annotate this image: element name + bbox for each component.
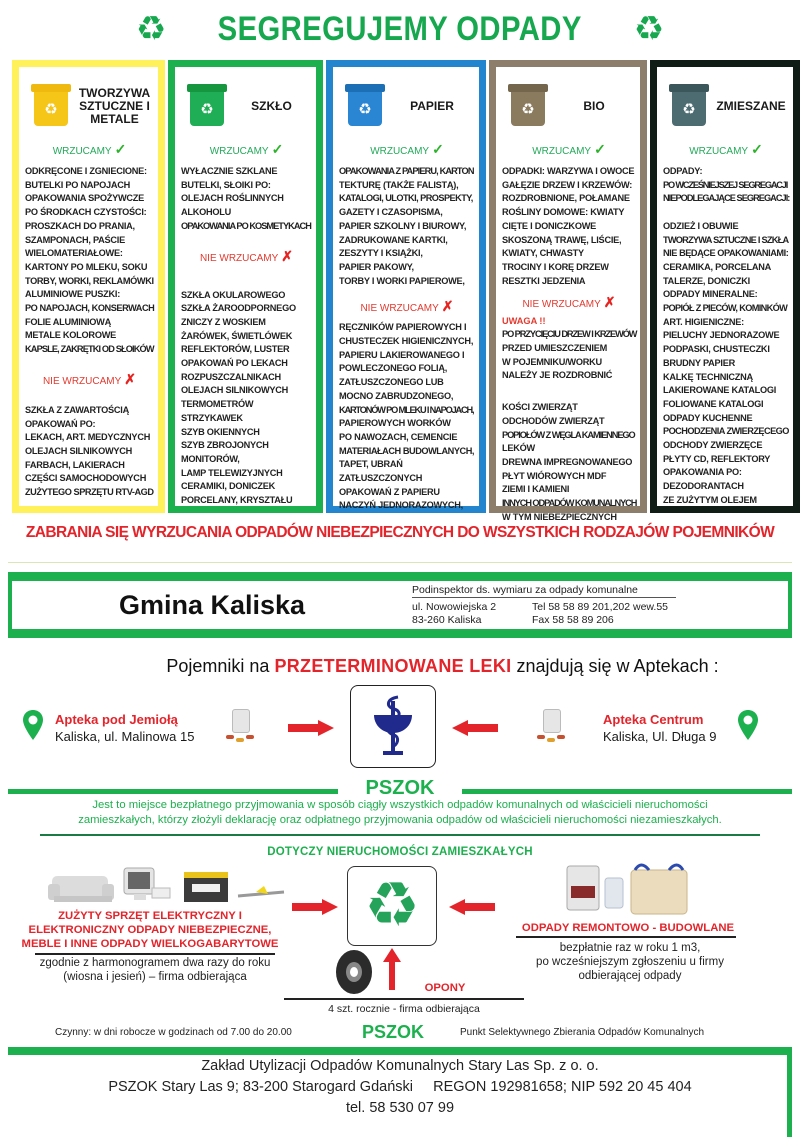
list-item: CIĘTE I DONICZKOWE — [502, 220, 597, 231]
divider — [516, 936, 736, 938]
bag-icon — [605, 878, 623, 908]
list-item: TORBY, WORKI, REKLAMÓWKI — [25, 275, 154, 286]
list-item: POPIÓŁ Z PIECÓW, KOMINKÓW — [663, 303, 788, 314]
list-item: PAPIER SZKOLNY I BIUROWY, — [339, 220, 467, 231]
list-item: KWIATY, CHWASTY — [502, 248, 584, 259]
list-item: ROZPUSZCZALNIKACH — [181, 371, 281, 382]
blue-bin-icon: ♻ — [345, 84, 385, 128]
divider — [8, 562, 792, 563]
list-item: TORBY I WORKI PAPIEROWE, — [339, 275, 465, 286]
list-item: FOLIOWANE KATALOGI — [663, 398, 764, 409]
cross-icon: ✗ — [124, 370, 137, 387]
warning-list — [502, 328, 636, 383]
check-icon: ✓ — [114, 141, 127, 157]
list-item: STRZYKAWEK — [181, 412, 243, 423]
check-icon: ✓ — [432, 141, 444, 157]
list-item: GAŁĘZIE DRZEW I KRZEWÓW: — [502, 179, 633, 190]
list-item: NIE BĘDĄCE OPAKOWANIAMI: — [663, 248, 789, 259]
check-icon: ✓ — [271, 141, 284, 157]
column-bio — [489, 60, 647, 522]
list-item: CERAMIKA, PORCELANA — [663, 261, 772, 272]
list-item: KAPSLE, ZAKRĘTKI OD SŁOIKÓW — [25, 344, 154, 355]
rejected-list — [502, 401, 636, 524]
list-item: SZKŁA ŻAROODPORNEGO — [181, 303, 296, 314]
list-item: ZUŻYTEGO SPRZĘTU RTV-AGD — [25, 487, 154, 498]
list-item: W TYM NIEBEZPIECZNYCH — [502, 511, 617, 522]
list-item: OPAKOWANIA SPOŻYWCZE — [25, 193, 145, 204]
list-item: ODPADKI: WARZYWA I OWOCE — [502, 166, 635, 176]
list-item: ZADRUKOWANE KARTKI, — [339, 234, 448, 245]
list-item: ZE ZUŻYTYM OLEJEM — [663, 494, 757, 505]
pharmacy-symbol-box — [350, 685, 436, 768]
accepted-label — [181, 141, 312, 160]
arrow-right-icon — [292, 899, 338, 915]
rejected-label — [25, 371, 154, 390]
rejected-label-text: NIE WRZUCAMY — [42, 375, 122, 387]
accepted-list — [502, 165, 636, 288]
accepted-list — [663, 165, 789, 508]
pharmacy-address: Kaliska, Ul. Długa 9 — [603, 729, 717, 744]
list-item: NIEPODLEGAJĄCE SEGREGACJI: — [663, 193, 790, 204]
list-item: KATALOGI, ULOTKI, PROSPEKTY, — [339, 193, 473, 204]
list-item: ŻARÓWEK, ŚWIETLÓWEK — [181, 330, 293, 341]
list-item: WYŁACZNIE SZKLANE — [181, 166, 278, 176]
bowl-of-hygieia-icon — [368, 693, 418, 761]
list-item: ODPADY: — [663, 166, 703, 176]
list-item: PO PRZYCIĘCIU DRZEW I KRZEWÓW — [502, 329, 637, 340]
medicines-heading — [0, 656, 800, 677]
pharmacy-address: Kaliska, ul. Malinowa 15 — [55, 729, 195, 744]
medicine-bottle-icon — [533, 707, 571, 745]
list-item: GAZETY I CZASOPISMA, — [339, 207, 443, 218]
list-item: RĘCZNIKÓW PAPIEROWYCH I — [339, 322, 467, 333]
list-item: OPAKOWANIA Z PAPIERU, KARTON — [339, 166, 474, 176]
accepted-label-text: WRZUCAMY — [209, 146, 269, 157]
address-text: PSZOK Stary Las 9; 83-200 Starogard Gdański — [108, 1079, 413, 1095]
list-item: BUTELKI, SŁOIKI PO: — [181, 179, 271, 190]
contact-city: 83-260 Kaliska — [412, 614, 482, 626]
pszok-description — [10, 798, 790, 828]
battery-icon — [184, 872, 228, 902]
list-item: ODKRĘCONE I ZGNIECIONE: — [25, 166, 147, 176]
list-item: ALKOHOLU — [181, 207, 232, 218]
list-item: MOCNO ZABRUDZONEGO, — [339, 390, 454, 401]
divider — [462, 789, 792, 794]
list-item: PODPASKI, CHUSTECZKI — [663, 344, 770, 355]
list-item: PORCELANY, KRYSZTAŁU — [181, 495, 293, 506]
rejected-label-text: NIE WRZUCAMY — [199, 252, 279, 264]
rejected-list — [339, 321, 475, 513]
map-pin-icon — [22, 709, 44, 741]
list-item: METALE KOLOROWE — [25, 330, 117, 341]
check-icon: ✓ — [751, 141, 763, 157]
bulky-waste-images — [48, 864, 288, 913]
note-line: (wiosna i jesień) – firma odbierająca — [63, 971, 247, 983]
accepted-list — [25, 165, 154, 357]
list-item: RESZTKI JEDZENIA — [502, 275, 586, 286]
tires-note: 4 szt. rocznie - firma odbierająca — [328, 1003, 480, 1015]
list-item: POWLECZONEGO FOLIĄ, — [339, 363, 448, 374]
recycle-icon: ♻ — [135, 10, 167, 48]
list-item: ODCHODÓW ZWIERZĄT — [502, 415, 605, 426]
accepted-label-text: WRZUCAMY — [532, 146, 592, 157]
rejected-list — [181, 289, 312, 508]
list-item: ROZDROBNIONE, POŁAMANE — [502, 193, 630, 204]
big-bag-icon — [631, 865, 687, 914]
rejected-label — [502, 294, 636, 313]
rejected-label-text: NIE WRZUCAMY — [522, 299, 601, 311]
list-item: KALKĘ TECHNICZNĄ — [663, 371, 753, 382]
pszok-acronym: PSZOK — [362, 1022, 425, 1042]
rejected-label — [339, 298, 475, 317]
municipality-name: Gmina Kaliska — [118, 589, 306, 620]
construction-waste-title: ODPADY REMONTOWO - BUDOWLANE — [521, 922, 735, 934]
list-item: PO NAWOZACH, CEMENCIE — [339, 431, 458, 442]
bulky-waste-note — [20, 956, 290, 984]
medicines-heading-suffix: znajdują się w Aptekach : — [516, 656, 719, 676]
accepted-label-text: WRZUCAMY — [370, 146, 430, 157]
list-item: PO ŚRODKACH CZYSTOŚCI: — [25, 207, 147, 218]
cross-icon: ✗ — [441, 298, 454, 315]
page-title: SEGREGUJEMY ODPADY — [217, 9, 583, 48]
list-item: REFLEKTORÓW, LUSTER — [181, 344, 290, 355]
list-item: ZNICZY Z WOSKIEM — [181, 316, 266, 327]
construction-waste-note — [500, 941, 760, 983]
list-item: ODPADY MINERALNE: — [663, 289, 758, 300]
map-pin-icon — [737, 709, 759, 741]
list-item: PO NAPOJACH, KONSERWACH — [25, 303, 155, 314]
list-item: SZYB OKIENNYCH — [181, 426, 260, 437]
divider — [8, 789, 338, 794]
pharmacy-left — [55, 711, 194, 745]
column-paper — [326, 60, 486, 513]
rejected-label — [181, 248, 312, 267]
tires-title: OPONY — [424, 982, 466, 994]
opening-hours: Czynny: w dni robocze w godzinach od 7.00 do 20.00 — [55, 1027, 292, 1038]
list-item: TEKTURĘ (TAKŻE FALISTĄ), — [339, 179, 459, 190]
list-item: LEKÓW — [502, 443, 535, 454]
recycle-symbol-box — [347, 866, 437, 946]
list-item: SZKŁA OKULAROWEGO — [181, 289, 286, 300]
pharmacy-name: Apteka pod Jemiołą — [55, 712, 178, 727]
list-item: POPIOŁÓW Z WĘGLA KAMIENNEGO — [502, 429, 635, 440]
accepted-label — [502, 141, 636, 160]
warning-label: UWAGA !! — [502, 316, 546, 327]
list-item: OPAKOWANIA PO: — [663, 467, 742, 478]
waste-columns — [12, 60, 800, 522]
divider — [284, 998, 524, 1000]
arrow-up-icon — [383, 948, 401, 990]
accepted-list — [339, 165, 475, 288]
contact-role: Podinspektor ds. wymiaru za odpady komunalne — [412, 584, 676, 598]
note-line: po wcześniejszym zgłoszeniu u firmy — [536, 956, 724, 968]
list-item: FOLIE ALUMINIOWĄ — [25, 316, 111, 327]
rejected-list — [25, 404, 154, 500]
column-glass — [168, 60, 323, 513]
note-line: bezpłatnie raz w roku 1 m3, — [559, 942, 701, 954]
contact-phone: Tel 58 58 89 201,202 wew.55 — [532, 601, 669, 613]
list-item: CZĘŚCI SAMOCHODOWYCH — [25, 473, 147, 484]
company-ids: REGON 192981658; NIP 592 20 45 404 — [433, 1079, 692, 1095]
company-name: Zakład Utylizacji Odpadów Komunalnych Stary Las Sp. z o. o. — [201, 1058, 599, 1074]
page-header — [0, 6, 800, 52]
monitor-icon — [124, 868, 170, 900]
list-item: POCHODZENIA ZWIERZĘCEGO — [663, 426, 789, 437]
list-item: SZAMPONACH, PAŚCIE — [25, 234, 125, 245]
recycle-icon: ♻ — [633, 10, 665, 48]
list-item: WIELOMATERIAŁOWE: — [25, 248, 123, 259]
list-item: OPAKOWANIA PO KOSMETYKACH — [181, 220, 311, 231]
divider — [35, 953, 275, 955]
list-item: TALERZE, DONICZKI — [663, 275, 750, 286]
contact-fax: Fax 58 58 89 206 — [532, 614, 614, 626]
list-item: SZKŁA Z ZAWARTOŚCIĄ — [25, 404, 129, 415]
contact-street: ul. Nowowiejska 2 — [412, 601, 497, 613]
list-item: ZATŁUSZCZONEGO LUB — [339, 377, 444, 388]
list-item: ALUMINIOWE PUSZKI: — [25, 289, 121, 300]
list-item: OLEJACH SILNIKOWYCH — [25, 445, 133, 456]
accepted-label — [663, 141, 789, 160]
list-item: KARTONY PO MLEKU, SOKU — [25, 261, 148, 272]
list-item: TROCINY I KORĘ DRZEW — [502, 261, 609, 272]
gray-bin-icon: ♻ — [669, 84, 709, 128]
column-mixed — [650, 60, 800, 513]
list-item: ODCHODY ZWIERZĘCE — [663, 440, 763, 451]
yellow-bin-icon: ♻ — [31, 84, 71, 128]
sofa-icon — [48, 876, 114, 902]
company-address — [0, 1077, 800, 1098]
list-item: TAPET, UBRAŃ — [339, 459, 403, 470]
list-item: PO WCZEŚNIEJSZEJ SEGREGACJI — [663, 179, 788, 190]
cross-icon: ✗ — [603, 294, 616, 311]
divider — [40, 834, 760, 836]
column-title: SZKŁO — [251, 98, 292, 113]
list-item: PAPIEROWYCH WORKÓW — [339, 418, 451, 429]
accepted-label-text: WRZUCAMY — [52, 146, 112, 157]
column-title: BIO — [583, 98, 605, 113]
check-icon: ✓ — [594, 141, 606, 157]
list-item: NALEŻY JE ROZDROBNIĆ — [502, 370, 613, 381]
list-item: CHUSTECZEK HIGIENICZNYCH, — [339, 336, 474, 347]
column-title: PAPIER — [410, 98, 454, 113]
list-item: OPAKOWAŃ PO LEKACH — [181, 358, 288, 369]
list-item: ART. HIGIENICZNE: — [663, 316, 744, 327]
rejected-label-text: NIE WRZUCAMY — [360, 303, 439, 315]
list-item: LEKACH, ART. MEDYCZNYCH — [25, 432, 151, 443]
list-item: OPAKOWAŃ Z PAPIERU — [339, 486, 440, 497]
list-item: MONITORÓW, — [181, 453, 240, 464]
list-item: SZYB ZBROJONYCH — [181, 440, 269, 451]
pharmacy-name: Apteka Centrum — [603, 712, 704, 727]
construction-waste-images — [565, 860, 695, 923]
pszok-description-line: Jest to miejsce bezpłatnego przyjmowania w sposób ciągły wszystkich odpadów komunalnych od właścicieli nieruchomości — [92, 799, 708, 811]
list-item: INNYCH ODPADÓW KOMUNALNYCH — [502, 498, 637, 509]
brown-bin-icon: ♻ — [508, 84, 548, 128]
list-item: KOŚCI ZWIERZĄT — [502, 402, 578, 413]
list-item: PRZED UMIESZCZENIEM — [502, 343, 607, 354]
medicines-heading-highlight: PRZETERMINOWANE LEKI — [274, 656, 512, 676]
pszok-heading: PSZOK — [365, 777, 435, 799]
list-item: PŁYTY CD, REFLEKTORY — [663, 453, 771, 464]
list-item: PIELUCHY JEDNORAZOWE — [663, 330, 780, 341]
medicines-heading-prefix: Pojemniki na — [166, 656, 270, 676]
list-item: ODZIEŻ I OBUWIE — [663, 220, 739, 231]
list-item: OLEJACH ROŚLINNYCH — [181, 193, 284, 204]
list-item: BUTELKI PO NAPOJACH — [25, 179, 130, 190]
hazardous-warning: ZABRANIA SIĘ WYRZUCANIA ODPADÓW NIEBEZPIECZNYCH DO WSZYSTKICH RODZAJÓW POJEMNIKÓW — [25, 524, 775, 541]
list-item: PŁYT WIÓROWYCH MDF — [502, 470, 607, 481]
arrow-left-icon — [449, 899, 495, 915]
municipality-contact-box — [8, 572, 792, 638]
bucket-icon — [567, 866, 599, 910]
list-item: ZIEMI I KAMIENI — [502, 484, 570, 495]
list-item: OPAKOWAŃ PO: — [25, 418, 96, 429]
recycle-icon: ♻ — [364, 871, 420, 940]
list-item: PAPIER PAKOWY, — [339, 261, 414, 272]
list-item: SKOSZONĄ TRAWĘ, LIŚCIE, — [502, 234, 622, 245]
accepted-label — [339, 141, 475, 160]
list-item: ZATŁUSZCZONYCH — [339, 473, 423, 484]
list-item: MATERIAŁACH BUDOWLANYCH, — [339, 445, 474, 456]
pszok-description-line: zamieszkałych, którzy złożyli deklarację oraz odpłatnego przyjmowania odpadów od właścicieli nieruchomości niezamieszkałych. — [78, 814, 722, 826]
accepted-list — [181, 165, 312, 234]
pszok-subheading: DOTYCZY NIERUCHOMOŚCI ZAMIESZKAŁYCH — [267, 846, 533, 858]
column-plastics-metals — [12, 60, 165, 513]
cross-icon: ✗ — [281, 247, 294, 264]
contact-info — [412, 584, 692, 626]
list-item: DEZODORANTACH — [663, 481, 744, 492]
pharmacy-right — [603, 711, 716, 745]
arrow-left-icon — [452, 720, 498, 736]
list-item: PROSZKACH DO PRANIA, — [25, 220, 135, 231]
list-item: NACZYŃ JEDNORAZOWYCH, — [339, 500, 463, 511]
bulky-waste-title: ZUŻYTY SPRZĘT ELEKTRYCZNY I ELEKTRONICZNY ODPADY NIEBEZPIECZNE, MEBLE I INNE ODPADY WIELKOGABARYTOWE — [21, 910, 279, 950]
accepted-label — [25, 141, 154, 160]
company-phone: tel. 58 530 07 99 — [345, 1100, 455, 1116]
list-item: DREWNA IMPREGNOWANEGO — [502, 456, 633, 467]
column-title: TWORZYWA SZTUCZNE I METALE — [78, 85, 151, 126]
list-item: TWORZYWA SZTUCZNE I SZKŁA — [663, 234, 789, 245]
list-item: KARTONÓW PO MLEKU I NAPOJACH, — [339, 404, 474, 415]
accepted-label-text: WRZUCAMY — [689, 146, 749, 157]
cable-icon — [238, 886, 284, 896]
column-title: ZMIESZANE — [716, 98, 786, 113]
list-item: TERMOMETRÓW — [181, 399, 254, 410]
footer — [0, 1056, 800, 1119]
list-item: CERAMIKI, DONICZEK — [181, 481, 276, 492]
list-item: LAMP TELEWIZYJNYCH — [181, 467, 283, 478]
note-line: odbierającej odpady — [578, 970, 682, 982]
list-item: LAKIEROWANE KATALOGI — [663, 385, 777, 396]
list-item: PAPIERU LAKIEROWANEGO I — [339, 349, 465, 360]
tire-icon — [333, 948, 375, 996]
list-item: FARBACH, LAKIERACH — [25, 459, 125, 470]
list-item: ZESZYTY I KSIĄŻKI, — [339, 248, 423, 259]
list-item: BRUDNY PAPIER — [663, 357, 735, 368]
note-line: zgodnie z harmonogramem dwa razy do roku — [39, 957, 271, 969]
arrow-right-icon — [288, 720, 334, 736]
green-bin-icon: ♻ — [187, 84, 227, 128]
list-item: ODPADY KUCHENNE — [663, 412, 753, 423]
pszok-full-name: Punkt Selektywnego Zbierania Odpadów Komunalnych — [460, 1027, 705, 1038]
list-item: OLEJACH SILNIKOWYCH — [181, 385, 289, 396]
medicine-bottle-icon — [222, 707, 260, 745]
list-item: W POJEMNIKU/WORKU — [502, 356, 602, 367]
list-item: ROŚLINY DOMOWE: KWIATY — [502, 207, 625, 218]
list-item — [663, 206, 789, 220]
